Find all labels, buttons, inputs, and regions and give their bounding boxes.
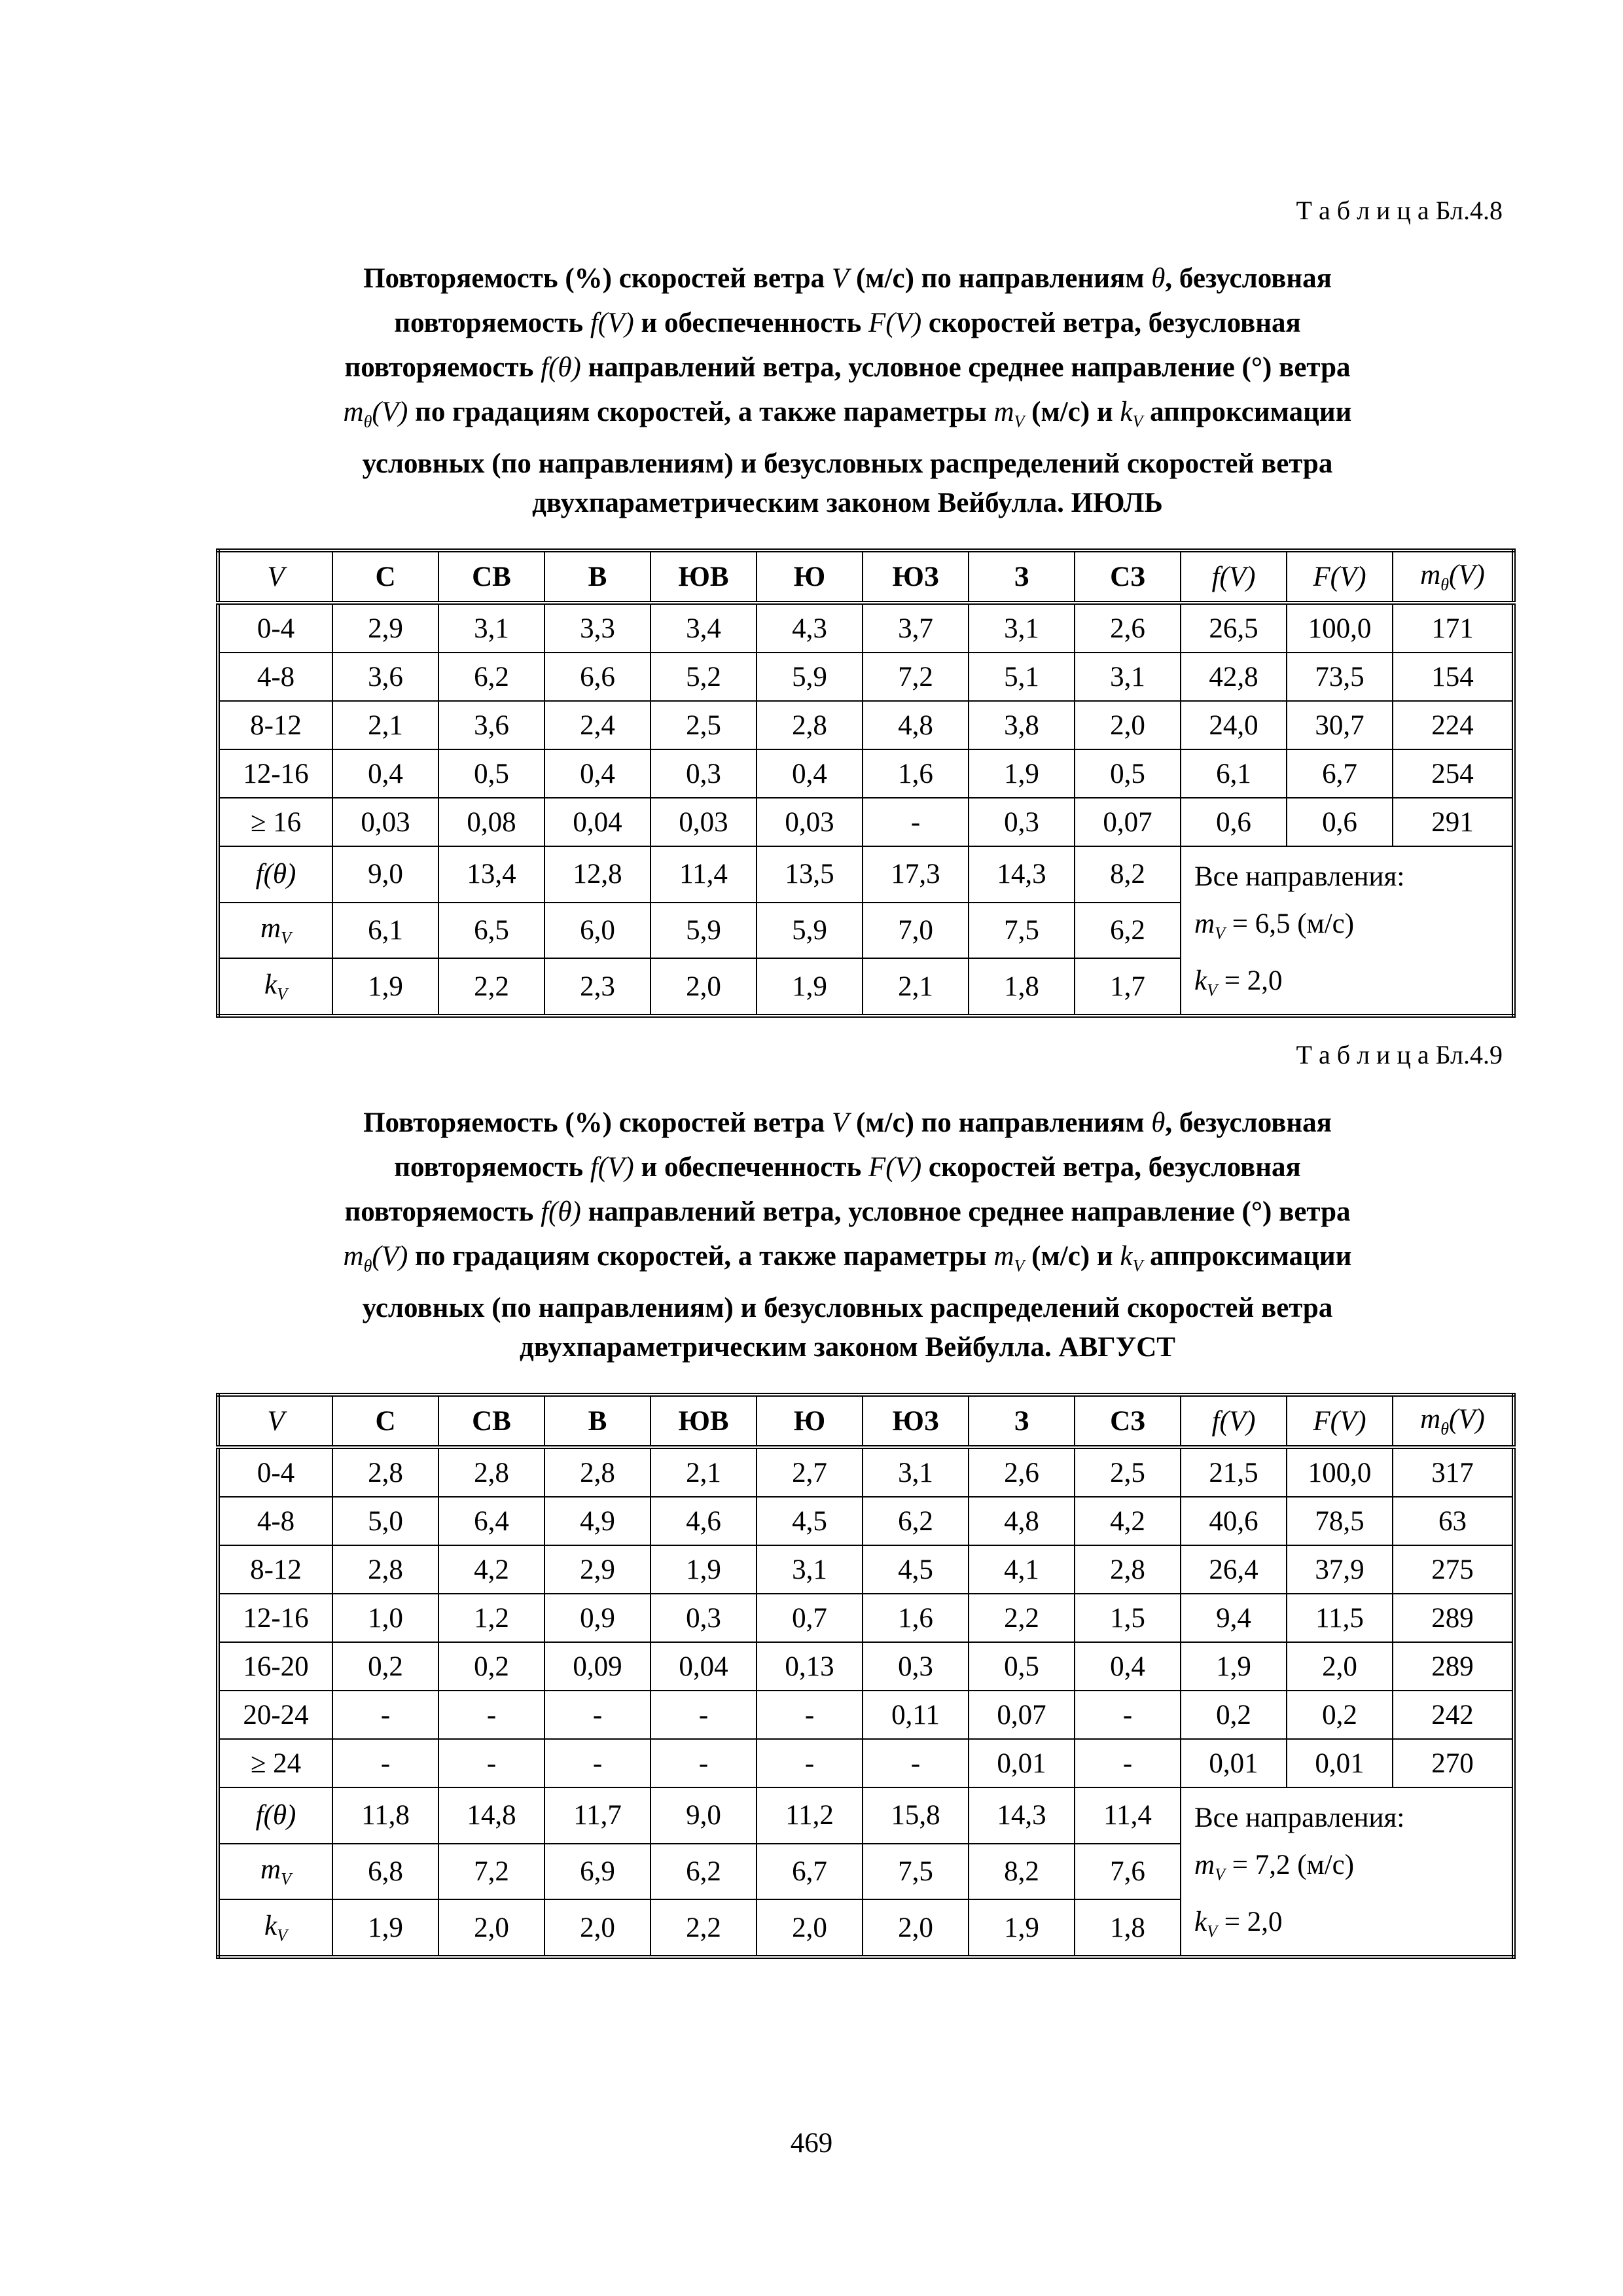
table-cell: 2,5 bbox=[651, 701, 757, 749]
table-header-row bbox=[218, 550, 1514, 603]
table-cell: 12,8 bbox=[544, 846, 651, 903]
table-cell: 254 bbox=[1393, 749, 1514, 798]
table-cell: 3,1 bbox=[969, 603, 1075, 653]
table-cell: 2,8 bbox=[438, 1447, 544, 1497]
table-cell: 5,9 bbox=[651, 903, 757, 959]
table-cell: 270 bbox=[1393, 1739, 1514, 1787]
table-cell: 0,3 bbox=[969, 798, 1075, 846]
table-cell: 11,2 bbox=[757, 1787, 863, 1844]
table-cell: 2,7 bbox=[757, 1447, 863, 1497]
table-cell: 4,8 bbox=[863, 701, 969, 749]
header-cell: С bbox=[332, 1395, 438, 1447]
table-cell: 0,03 bbox=[651, 798, 757, 846]
table-cell: 0,07 bbox=[1075, 798, 1181, 846]
table-cell: 2,6 bbox=[1075, 603, 1181, 653]
table-cell: 275 bbox=[1393, 1545, 1514, 1594]
table-cell: 4,2 bbox=[438, 1545, 544, 1594]
table-cell: 9,4 bbox=[1181, 1594, 1287, 1642]
table-cell: 6,7 bbox=[757, 1844, 863, 1900]
speed-range-cell: 12-16 bbox=[218, 749, 332, 798]
table-cell: 224 bbox=[1393, 701, 1514, 749]
table-cell: - bbox=[544, 1691, 651, 1739]
table-cell: 26,4 bbox=[1181, 1545, 1287, 1594]
speed-range-cell: 4-8 bbox=[218, 1497, 332, 1545]
table-row bbox=[218, 603, 1514, 653]
table-row bbox=[218, 653, 1514, 701]
table-cell: 2,8 bbox=[544, 1447, 651, 1497]
table-cell: - bbox=[651, 1739, 757, 1787]
table-cell: 2,8 bbox=[332, 1545, 438, 1594]
header-cell: СЗ bbox=[1075, 550, 1181, 603]
table-cell: 7,6 bbox=[1075, 1844, 1181, 1900]
stat-label-cell: $k_V$ bbox=[218, 1899, 332, 1957]
table-cell: 317 bbox=[1393, 1447, 1514, 1497]
table-cell: 0,3 bbox=[651, 1594, 757, 1642]
table-cell: 4,5 bbox=[863, 1545, 969, 1594]
table-cell: - bbox=[757, 1739, 863, 1787]
summary-m-value: $m_V = 6,5$ (м/с) bbox=[1194, 908, 1355, 943]
table-cell: 37,9 bbox=[1287, 1545, 1393, 1594]
header-cell: V bbox=[218, 550, 332, 603]
table-cell: 6,2 bbox=[863, 1497, 969, 1545]
table-cell: 3,7 bbox=[863, 603, 969, 653]
table-cell: 2,4 bbox=[544, 701, 651, 749]
table-cell: 0,4 bbox=[757, 749, 863, 798]
table-cell: 0,5 bbox=[438, 749, 544, 798]
table-cell: 5,1 bbox=[969, 653, 1075, 701]
table-cell: 1,9 bbox=[332, 1899, 438, 1957]
table-row bbox=[218, 798, 1514, 846]
table-cell: 11,5 bbox=[1287, 1594, 1393, 1642]
table-cell: 11,4 bbox=[651, 846, 757, 903]
table-cell: 1,9 bbox=[651, 1545, 757, 1594]
table-cell: 2,0 bbox=[438, 1899, 544, 1957]
table-cell: 7,5 bbox=[863, 1844, 969, 1900]
table-cell: 26,5 bbox=[1181, 603, 1287, 653]
table-cell: 2,2 bbox=[438, 958, 544, 1016]
table-cell: - bbox=[1075, 1739, 1181, 1787]
table-cell: 2,0 bbox=[757, 1899, 863, 1957]
table-cell: 2,9 bbox=[332, 603, 438, 653]
table-cell: - bbox=[863, 1739, 969, 1787]
table-cell: 0,2 bbox=[332, 1642, 438, 1691]
table-cell: 14,3 bbox=[969, 846, 1075, 903]
table-cell: 2,0 bbox=[863, 1899, 969, 1957]
wind-table-july bbox=[216, 548, 1516, 1018]
table-cell: 7,2 bbox=[438, 1844, 544, 1900]
summary-heading: Все направления: bbox=[1194, 861, 1405, 892]
table-cell: 6,7 bbox=[1287, 749, 1393, 798]
table-cell: 30,7 bbox=[1287, 701, 1393, 749]
table-cell: 0,5 bbox=[969, 1642, 1075, 1691]
speed-range-cell: 8-12 bbox=[218, 1545, 332, 1594]
table-cell: 289 bbox=[1393, 1642, 1514, 1691]
table-row bbox=[218, 749, 1514, 798]
header-cell: f(V) bbox=[1181, 550, 1287, 603]
header-cell: $m_\theta(V)$ bbox=[1393, 1395, 1514, 1447]
table-cell: 73,5 bbox=[1287, 653, 1393, 701]
table-cell: 2,9 bbox=[544, 1545, 651, 1594]
table-cell: 17,3 bbox=[863, 846, 969, 903]
table-cell: 0,08 bbox=[438, 798, 544, 846]
table-cell: 2,2 bbox=[969, 1594, 1075, 1642]
table-title: Повторяемость (%) скоростей ветра V (м/с) по направлениям θ, безусловная повторяемость f(V) и обеспеченность F(V) скоростей ветра, безусловная повторяемость f(θ) направлений ветра, условное среднее направление (°) ветра $m_\theta(V)$ по градациям скоростей, а также параметры $m_V$ (м/с) и $k_V$ аппроксимации условных (по направлениям) и безусловных распределений скоростей ветра двухпараметрическим законом Вейбулла. АВГУСТ bbox=[343, 1107, 1352, 1363]
table-cell: 11,8 bbox=[332, 1787, 438, 1844]
table-cell: 0,4 bbox=[332, 749, 438, 798]
table-cell: - bbox=[544, 1739, 651, 1787]
table-row bbox=[218, 1739, 1514, 1787]
table-cell: 1,7 bbox=[1075, 958, 1181, 1016]
table-cell: 3,1 bbox=[1075, 653, 1181, 701]
table-cell: 0,2 bbox=[1181, 1691, 1287, 1739]
table-cell: 8,2 bbox=[1075, 846, 1181, 903]
table-cell: 0,6 bbox=[1181, 798, 1287, 846]
table-cell: 7,2 bbox=[863, 653, 969, 701]
table-cell: 3,8 bbox=[969, 701, 1075, 749]
table-cell: 4,6 bbox=[651, 1497, 757, 1545]
speed-range-cell: 0-4 bbox=[218, 603, 332, 653]
table-cell: 0,01 bbox=[1181, 1739, 1287, 1787]
speed-range-cell: ≥ 24 bbox=[218, 1739, 332, 1787]
table-cell: 0,7 bbox=[757, 1594, 863, 1642]
table-cell: 9,0 bbox=[332, 846, 438, 903]
speed-range-cell: 16-20 bbox=[218, 1642, 332, 1691]
table-cell: 5,0 bbox=[332, 1497, 438, 1545]
table-cell: 13,5 bbox=[757, 846, 863, 903]
summary-k-value: $k_V = 2,0$ bbox=[1194, 1906, 1283, 1941]
table-cell: 171 bbox=[1393, 603, 1514, 653]
table-cell: 0,01 bbox=[1287, 1739, 1393, 1787]
table-label: Т а б л и ц а Бл.4.8 bbox=[1296, 196, 1503, 225]
table-cell: 6,0 bbox=[544, 903, 651, 959]
table-cell: 7,0 bbox=[863, 903, 969, 959]
table-cell: - bbox=[332, 1739, 438, 1787]
table-cell: 3,4 bbox=[651, 603, 757, 653]
header-cell: В bbox=[544, 1395, 651, 1447]
stat-label-cell: $k_V$ bbox=[218, 958, 332, 1016]
table-cell: 1,0 bbox=[332, 1594, 438, 1642]
table-cell: 1,6 bbox=[863, 749, 969, 798]
table-cell: 4,2 bbox=[1075, 1497, 1181, 1545]
table-cell: 6,2 bbox=[1075, 903, 1181, 959]
table-cell: 154 bbox=[1393, 653, 1514, 701]
table-cell: 42,8 bbox=[1181, 653, 1287, 701]
all-directions-summary bbox=[1181, 846, 1514, 1016]
stat-label-cell: $m_V$ bbox=[218, 903, 332, 959]
table-cell: 2,3 bbox=[544, 958, 651, 1016]
table-cell: 14,3 bbox=[969, 1787, 1075, 1844]
table-header-row bbox=[218, 1395, 1514, 1447]
table-cell: - bbox=[332, 1691, 438, 1739]
table-cell: 242 bbox=[1393, 1691, 1514, 1739]
table-cell: 11,4 bbox=[1075, 1787, 1181, 1844]
summary-heading: Все направления: bbox=[1194, 1803, 1405, 1833]
table-cell: 2,1 bbox=[651, 1447, 757, 1497]
page-number: 469 bbox=[790, 2128, 833, 2159]
table-cell: 6,1 bbox=[332, 903, 438, 959]
table-cell: 0,07 bbox=[969, 1691, 1075, 1739]
stat-label-cell: $m_V$ bbox=[218, 1844, 332, 1900]
summary-m-value: $m_V = 7,2$ (м/с) bbox=[1194, 1850, 1355, 1884]
header-cell: ЮЗ bbox=[863, 550, 969, 603]
table-cell: 11,7 bbox=[544, 1787, 651, 1844]
speed-range-cell: 4-8 bbox=[218, 653, 332, 701]
table-cell: 8,2 bbox=[969, 1844, 1075, 1900]
table-cell: 3,3 bbox=[544, 603, 651, 653]
table-cell: 4,8 bbox=[969, 1497, 1075, 1545]
table-cell: 3,1 bbox=[757, 1545, 863, 1594]
table-cell: 1,9 bbox=[1181, 1642, 1287, 1691]
table-cell: 0,03 bbox=[757, 798, 863, 846]
table-cell: 40,6 bbox=[1181, 1497, 1287, 1545]
table-cell: - bbox=[438, 1739, 544, 1787]
table-cell: 6,2 bbox=[438, 653, 544, 701]
table-cell: 1,5 bbox=[1075, 1594, 1181, 1642]
table-cell: 4,3 bbox=[757, 603, 863, 653]
table-cell: 2,6 bbox=[969, 1447, 1075, 1497]
table-cell: 2,0 bbox=[1287, 1642, 1393, 1691]
table-cell: 3,6 bbox=[438, 701, 544, 749]
table-cell: 2,1 bbox=[863, 958, 969, 1016]
header-cell: С bbox=[332, 550, 438, 603]
header-cell: СЗ bbox=[1075, 1395, 1181, 1447]
speed-range-cell: 8-12 bbox=[218, 701, 332, 749]
table-cell: 1,6 bbox=[863, 1594, 969, 1642]
table-cell: 1,9 bbox=[757, 958, 863, 1016]
header-cell: F(V) bbox=[1287, 550, 1393, 603]
table-cell: 0,2 bbox=[438, 1642, 544, 1691]
table-cell: 4,1 bbox=[969, 1545, 1075, 1594]
table-cell: - bbox=[863, 798, 969, 846]
table-cell: 6,6 bbox=[544, 653, 651, 701]
stat-label-cell: f(θ) bbox=[218, 846, 332, 903]
table-row bbox=[218, 1691, 1514, 1739]
table-cell: 0,4 bbox=[1075, 1642, 1181, 1691]
speed-range-cell: 0-4 bbox=[218, 1447, 332, 1497]
table-cell: 6,9 bbox=[544, 1844, 651, 1900]
stat-label-cell: f(θ) bbox=[218, 1787, 332, 1844]
header-cell: СВ bbox=[438, 1395, 544, 1447]
table-cell: 0,03 bbox=[332, 798, 438, 846]
table-cell: 6,4 bbox=[438, 1497, 544, 1545]
header-cell: ЮВ bbox=[651, 550, 757, 603]
table-cell: 1,8 bbox=[1075, 1899, 1181, 1957]
table-cell: 100,0 bbox=[1287, 603, 1393, 653]
table-cell: 0,01 bbox=[969, 1739, 1075, 1787]
header-cell: $m_\theta(V)$ bbox=[1393, 550, 1514, 603]
table-cell: 0,11 bbox=[863, 1691, 969, 1739]
table-cell: 2,1 bbox=[332, 701, 438, 749]
table-row bbox=[218, 701, 1514, 749]
header-cell: Ю bbox=[757, 1395, 863, 1447]
table-cell: 5,2 bbox=[651, 653, 757, 701]
table-cell: 5,9 bbox=[757, 653, 863, 701]
table-cell: 6,2 bbox=[651, 1844, 757, 1900]
table-title: Повторяемость (%) скоростей ветра V (м/с) по направлениям θ, безусловная повторяемость f(V) и обеспеченность F(V) скоростей ветра, безусловная повторяемость f(θ) направлений ветра, условное среднее направление (°) ветра $m_\theta(V)$ по градациям скоростей, а также параметры $m_V$ (м/с) и $k_V$ аппроксимации условных (по направлениям) и безусловных распределений скоростей ветра двухпараметрическим законом Вейбулла. ИЮЛЬ bbox=[343, 263, 1352, 518]
table-cell: 1,2 bbox=[438, 1594, 544, 1642]
table-cell: 0,3 bbox=[651, 749, 757, 798]
table-row bbox=[218, 1594, 1514, 1642]
table-cell: 78,5 bbox=[1287, 1497, 1393, 1545]
summary-k-value: $k_V = 2,0$ bbox=[1194, 965, 1283, 1000]
header-cell: F(V) bbox=[1287, 1395, 1393, 1447]
table-cell: 0,9 bbox=[544, 1594, 651, 1642]
table-cell: 0,5 bbox=[1075, 749, 1181, 798]
table-cell: 1,9 bbox=[969, 1899, 1075, 1957]
table-cell: 5,9 bbox=[757, 903, 863, 959]
speed-range-cell: 20-24 bbox=[218, 1691, 332, 1739]
table-cell: 291 bbox=[1393, 798, 1514, 846]
header-cell: В bbox=[544, 550, 651, 603]
table-cell: - bbox=[651, 1691, 757, 1739]
table-cell: 24,0 bbox=[1181, 701, 1287, 749]
table-cell: 4,5 bbox=[757, 1497, 863, 1545]
table-cell: 3,1 bbox=[438, 603, 544, 653]
table-cell: 4,9 bbox=[544, 1497, 651, 1545]
table-cell: - bbox=[438, 1691, 544, 1739]
table-cell: 6,5 bbox=[438, 903, 544, 959]
table-row bbox=[218, 1497, 1514, 1545]
table-cell: - bbox=[757, 1691, 863, 1739]
table-cell: 1,9 bbox=[332, 958, 438, 1016]
table-cell: 1,9 bbox=[969, 749, 1075, 798]
table-cell: 7,5 bbox=[969, 903, 1075, 959]
table-cell: 9,0 bbox=[651, 1787, 757, 1844]
header-cell: ЮВ bbox=[651, 1395, 757, 1447]
table-cell: 0,04 bbox=[544, 798, 651, 846]
table-cell: 2,0 bbox=[544, 1899, 651, 1957]
table-cell: 100,0 bbox=[1287, 1447, 1393, 1497]
table-cell: 2,8 bbox=[1075, 1545, 1181, 1594]
table-cell: 1,8 bbox=[969, 958, 1075, 1016]
table-cell: 2,0 bbox=[1075, 701, 1181, 749]
table-cell: 63 bbox=[1393, 1497, 1514, 1545]
table-cell: 2,8 bbox=[332, 1447, 438, 1497]
table-cell: 0,4 bbox=[544, 749, 651, 798]
header-cell: СВ bbox=[438, 550, 544, 603]
table-cell: 3,6 bbox=[332, 653, 438, 701]
all-directions-summary bbox=[1181, 1787, 1514, 1957]
table-cell: 0,3 bbox=[863, 1642, 969, 1691]
speed-range-cell: 12-16 bbox=[218, 1594, 332, 1642]
header-cell: f(V) bbox=[1181, 1395, 1287, 1447]
table-cell: 6,8 bbox=[332, 1844, 438, 1900]
table-cell: 14,8 bbox=[438, 1787, 544, 1844]
table-row bbox=[218, 1642, 1514, 1691]
table-cell: 0,04 bbox=[651, 1642, 757, 1691]
table-cell: 2,0 bbox=[651, 958, 757, 1016]
table-cell: 2,8 bbox=[757, 701, 863, 749]
stats-row bbox=[218, 1787, 1514, 1844]
table-cell: 2,2 bbox=[651, 1899, 757, 1957]
wind-table-august bbox=[216, 1393, 1516, 1959]
table-cell: 3,1 bbox=[863, 1447, 969, 1497]
table-cell: 2,5 bbox=[1075, 1447, 1181, 1497]
table-cell: 13,4 bbox=[438, 846, 544, 903]
table-cell: 0,13 bbox=[757, 1642, 863, 1691]
table-cell: 289 bbox=[1393, 1594, 1514, 1642]
header-cell: V bbox=[218, 1395, 332, 1447]
table-cell: 0,6 bbox=[1287, 798, 1393, 846]
table-cell: 6,1 bbox=[1181, 749, 1287, 798]
stats-row bbox=[218, 846, 1514, 903]
table-row bbox=[218, 1545, 1514, 1594]
table-cell: 0,2 bbox=[1287, 1691, 1393, 1739]
table-cell: 21,5 bbox=[1181, 1447, 1287, 1497]
header-cell: Ю bbox=[757, 550, 863, 603]
table-cell: 15,8 bbox=[863, 1787, 969, 1844]
table-cell: - bbox=[1075, 1691, 1181, 1739]
table-cell: 0,09 bbox=[544, 1642, 651, 1691]
header-cell: З bbox=[969, 550, 1075, 603]
header-cell: ЮЗ bbox=[863, 1395, 969, 1447]
table-label: Т а б л и ц а Бл.4.9 bbox=[1296, 1040, 1503, 1069]
speed-range-cell: ≥ 16 bbox=[218, 798, 332, 846]
table-row bbox=[218, 1447, 1514, 1497]
header-cell: З bbox=[969, 1395, 1075, 1447]
